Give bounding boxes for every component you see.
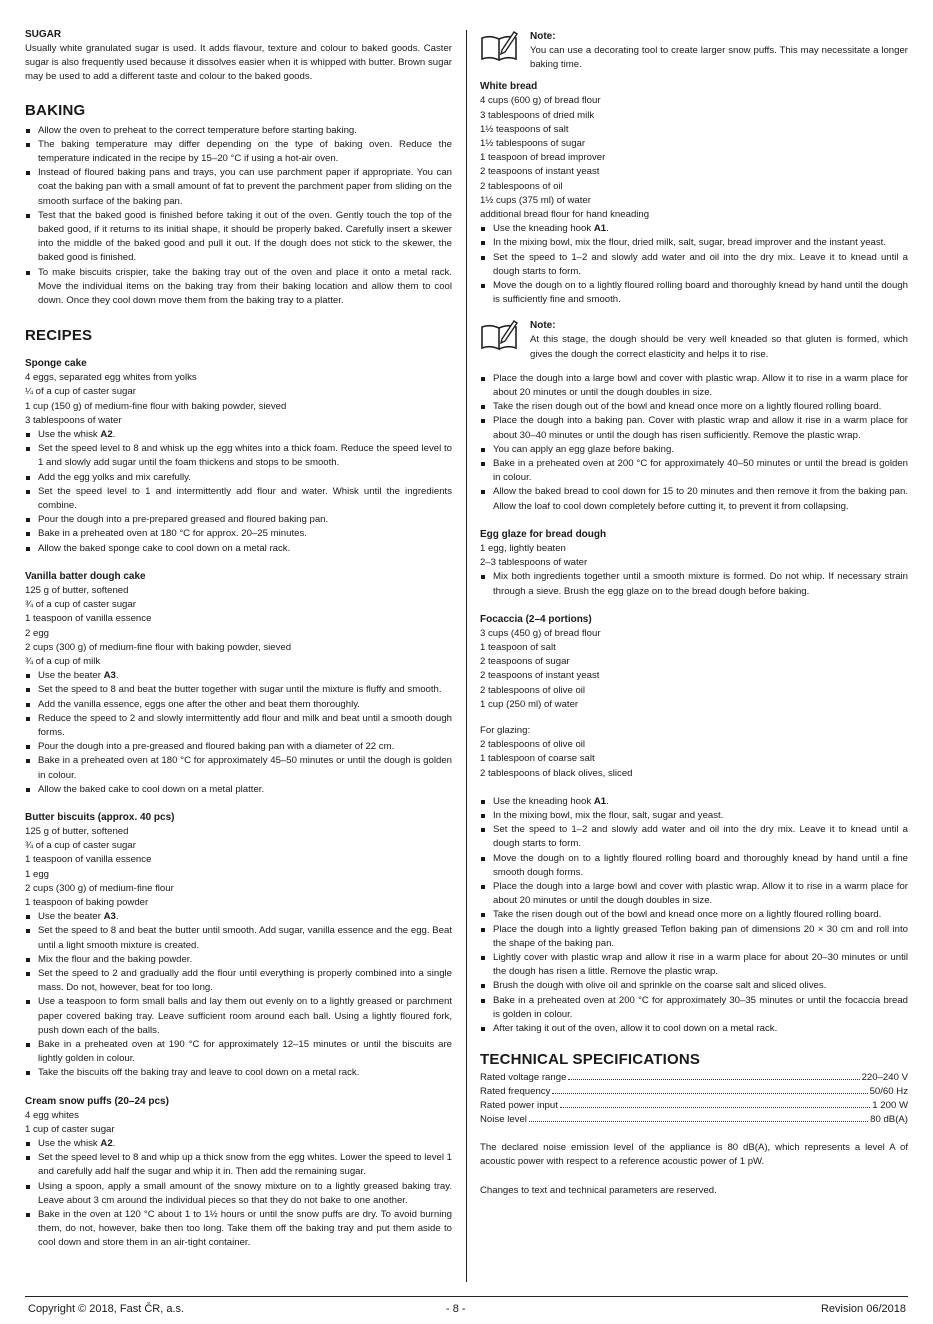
list-item: Use the beater A3. [25,669,452,683]
ingredient: 3 tablespoons of dried milk [480,109,595,121]
spec-row [480,1071,908,1085]
ingredient: 1 teaspoon of vanilla essence [25,854,152,866]
attachment-code: A3 [103,670,116,682]
list-item: Set the speed level to 8 and whisk up the egg whites into a thick foam. Reduce the speed level to 1 and slowly add sugar until the foam thickens and stops to be smooth. [25,442,452,470]
footer-page-number: - 8 - [446,1303,466,1315]
note-book-pencil-icon [480,30,520,62]
ingredient: 2 tablespoons of oil [480,180,563,192]
ingredient: 2 teaspoons of instant yeast [480,670,600,682]
spacer [480,1170,908,1184]
attachment-code: A2 [100,429,113,441]
ingredient: 4 eggs, separated egg whites from yolks [25,372,197,384]
list-item: Using a spoon, apply a small amount of the snowy mixture on to a lightly greased baking tray. Leave about 3 cm around the individual pieces so that they do not bake to one another. [25,1180,452,1208]
list-item: Add the egg yolks and mix carefully. [25,471,452,485]
ingredient: 4 egg whites [25,1109,79,1121]
spec-label: Rated voltage range [480,1072,567,1084]
list-item: Use the whisk A2. [25,428,452,442]
note-book-pencil-icon [480,319,520,351]
list-item: Use the kneading hook A1. [480,222,908,236]
list-item: Test that the baked good is finished before taking it out of the oven. Gently touch the top of the baked good, if it returns to its initial shape, it should be properly baked. Carefully insert a skewer into the middle of the baked good and pull it out. If the dough does not stick to the skewer, the baked good is finished. [25,209,452,266]
list-item: In the mixing bowl, mix the flour, salt, sugar and yeast. [480,809,908,823]
ingredient: 1 cup (150 g) of medium-fine flour with baking powder, sieved [25,400,287,412]
list-item: To make biscuits crispier, take the baking tray out of the oven and place it onto a metal rack. Move the individual items on the baking tray from their baking location and allow them to cool down. Once they cool down move them from the baking tray to a platter. [25,266,452,309]
list-item: Allow the baked cake to cool down on a metal platter. [25,783,452,797]
column-divider [466,30,467,1282]
list-item: Move the dough on to a lightly floured rolling board and thoroughly knead by hand until the dough is sufficiently fine and smooth. [480,279,908,307]
list-item: Pour the dough into a pre-greased and floured baking pan with a diameter of 22 cm. [25,740,452,754]
list-item: Add the vanilla essence, eggs one after the other and beat them thoroughly. [25,698,452,712]
spec-value: 220–240 V [861,1072,908,1084]
ingredient: ¼ of a cup of caster sugar [25,386,136,398]
list-item: Bake in a preheated oven at 180 °C for approx. 20–25 minutes. [25,527,452,541]
list-item: Take the risen dough out of the bowl and knead once more on a lightly floured rolling board. [480,400,908,414]
ingredient: 1½ teaspoons of salt [480,123,569,135]
list-item: After taking it out of the oven, allow it to cool down on a metal rack. [480,1022,908,1036]
recipes-heading: RECIPES [25,327,93,345]
spec-value: 80 dB(A) [870,1114,908,1126]
list-item: Reduce the speed to 2 and slowly intermittently add flour and milk and beat until a smooth dough forms. [25,712,452,740]
note-text: At this stage, the dough should be very well kneaded so that gluten is formed, which gives the dough the correct elasticity and helps it to rise. [530,334,908,360]
spec-label: Noise level [480,1114,527,1126]
glaze-title: Egg glaze for bread dough [480,528,607,540]
list-item: Bake in a preheated oven at 200 °C for approximately 30–35 minutes or until the focaccia bread is golden in colour. [480,994,908,1022]
ingredient: 1½ tablespoons of sugar [480,138,586,150]
attachment-code: A2 [100,1138,113,1149]
list-item: The baking temperature may differ depending on the type of baking oven. Reduce the temperature indicated in the recipe by 15–20 °C if using a hot-air oven. [25,138,452,166]
list-item: Take the risen dough out of the bowl and knead once more on a lightly floured rolling board. [480,908,908,922]
ingredient: 1 teaspoon of vanilla essence [25,613,152,625]
spec-row [480,1113,908,1127]
note-title: Note: [530,320,556,332]
changes-text: Changes to text and technical parameters are reserved. [480,1184,717,1196]
ingredient: 1½ cups (375 ml) of water [480,194,591,206]
ingredient: 1 cup of caster sugar [25,1123,115,1135]
dot-leader [552,1093,867,1094]
ingredient: 2 tablespoons of olive oil [480,739,586,751]
list-item: Pour the dough into a pre-prepared greased and floured baking pan. [25,513,452,527]
dot-leader [529,1121,868,1122]
ingredient: 2 teaspoons of sugar [480,656,570,668]
bread-steps-continued [480,372,908,514]
list-item: Bake in a preheated oven at 200 °C for approximately 40–50 minutes or until the bread is golden in colour. [480,457,908,485]
list-item: Lightly cover with plastic wrap and allow it rise in a warm place for about 20–30 minutes or until the dough has risen a little. Remove the plastic wrap. [480,951,908,979]
footer-revision: Revision 06/2018 [820,1303,906,1315]
ingredient: additional bread flour for hand kneading [480,209,650,221]
list-item: Place the dough into a large bowl and cover with plastic wrap. Allow it to rise in a warm place for about 20 minutes or until the dough doubles in size. [480,372,908,400]
ingredient: 4 cups (600 g) of bread flour [480,95,601,107]
list-item: Set the speed to 2 and gradually add the flour until everything is properly combined into a single mass. Do not, however, beat for too long. [25,967,452,995]
spacer [480,1127,908,1141]
list-item: Set the speed to 1–2 and slowly add water and oil into the dry mix. Leave it to knead until a dough starts to form. [480,823,908,851]
ingredient: 2 egg [25,627,50,639]
attachment-code: A1 [593,223,607,235]
bread-steps [480,222,908,307]
ingredient: 1 egg, lightly beaten [480,542,566,554]
list-item: Mix both ingredients together until a smooth mixture is formed. Do not whip. If necessary strain through a sieve. Brush the egg glaze on to the bread dough before baking. [480,570,908,598]
list-item: Place the dough into a baking pan. Cover with plastic wrap and allow it rise in a warm place for about 30–40 minutes or until the dough has risen sufficiently. Remove the plastic wrap. [480,414,908,442]
ingredient: 1 teaspoon of salt [480,641,556,653]
focaccia-steps [480,795,908,1036]
list-item: Allow the baked sponge cake to cool down on a metal rack. [25,542,452,556]
dot-leader [560,1107,870,1108]
sugar-text: Usually white granulated sugar is used. It adds flavour, texture and colour to baked goods. Caster sugar is also frequently used because it dissolves easier when it is whipped with butter. Brown sugar may be used to add a different taste and colour to the baked goods. [25,43,452,83]
right-column [480,28,908,1198]
ingredient: 2 cups (300 g) of medium-fine flour [25,882,174,894]
ingredient: 1 egg [25,868,50,880]
ingredient: 2 tablespoons of black olives, sliced [480,767,633,779]
list-item: Take the biscuits off the baking tray and leave to cool down on a metal rack. [25,1066,452,1080]
bread-title: White bread [480,81,538,93]
ingredient: 2 tablespoons of olive oil [480,684,586,696]
list-item: Bake in a preheated oven at 180 °C for approximately 45–50 minutes or until the dough is golden in colour. [25,754,452,782]
list-item: Set the speed level to 8 and whip up a thick snow from the egg whites. Lower the speed to level 1 and carefully add half the sugar and whip it in. Then add the remaining sugar. [25,1151,452,1179]
focaccia-title: Focaccia (2–4 portions) [480,613,592,625]
list-item: Place the dough into a large bowl and cover with plastic wrap. Allow it to rise in a warm place for about 20 minutes or until the dough doubles in size. [480,880,908,908]
vanilla-title: Vanilla batter dough cake [25,570,146,582]
attachment-code: A1 [593,795,607,807]
attachment-code: A3 [103,911,116,923]
list-item: Bake in the oven at 120 °C about 1 to 1½ hours or until the snow puffs are dry. To avoid burning them, do not, however, bake then too long. Take them off the baking tray and put them aside to cool down and store them in an air-tight container. [25,1208,452,1251]
spacer [480,712,908,724]
spec-row [480,1085,908,1099]
baking-list [25,124,452,309]
snow-steps [25,1137,452,1251]
list-item: Brush the dough with olive oil and sprinkle on the coarse salt and sliced olives. [480,979,908,993]
list-item: Use the whisk A2. [25,1137,452,1151]
ingredient: 125 g of butter, softened [25,584,129,596]
ingredient: 125 g of butter, softened [25,825,129,837]
list-item: Allow the baked bread to cool down for 15 to 20 minutes and then remove it from the baking pan. Allow the loaf to cool down completely before cutting it, to prevent it from collapsing. [480,485,908,513]
ingredient: ¾ of a cup of milk [25,655,101,667]
spec-row [480,1099,908,1113]
noise-text: The declared noise emission level of the appliance is 80 dB(A), which represents a level A of acoustic power with respect to a reference acoustic power of 1 pW. [480,1142,908,1168]
ingredient: 2 cups (300 g) of medium-fine flour with baking powder, sieved [25,641,292,653]
list-item: Allow the oven to preheat to the correct temperature before starting baking. [25,124,452,138]
list-item: Use a teaspoon to form small balls and lay them out evenly on to a lightly greased or parchment paper covered baking tray. Leave sufficient room around each ball. Using a lightly floured fork, push down each of the balls. [25,995,452,1038]
vanilla-steps [25,669,452,797]
ingredient: ¾ of a cup of caster sugar [25,599,136,611]
list-item: Instead of floured baking pans and trays, you can use parchment paper if appropriate. You can coat the baking pan with a small amount of fat to prevent the parchment paper from sliding on the smooth surface of the baking pan. [25,166,452,209]
tech-heading: TECHNICAL SPECIFICATIONS [480,1051,701,1069]
sponge-title: Sponge cake [25,358,87,370]
sponge-steps [25,428,452,556]
list-item: Bake in a preheated oven at 190 °C for approximately 12–15 minutes or until the biscuits are lightly golden in colour. [25,1038,452,1066]
sugar-heading: SUGAR [25,29,62,40]
spec-label: Rated frequency [480,1086,551,1098]
glazing-label: For glazing: [480,724,531,736]
ingredient: 3 cups (450 g) of bread flour [480,627,601,639]
biscuits-title: Butter biscuits (approx. 40 pcs) [25,811,175,823]
ingredient: 2–3 tablespoons of water [480,557,588,569]
list-item: Mix the flour and the baking powder. [25,953,452,967]
ingredient: ¾ of a cup of caster sugar [25,840,136,852]
dot-leader [568,1079,859,1080]
ingredient: 1 tablespoon of coarse salt [480,753,595,765]
baking-heading: BAKING [25,101,86,119]
list-item: Use the beater A3. [25,910,452,924]
list-item: Set the speed to 8 and beat the butter until smooth. Add sugar, vanilla essence and the egg. Beat until a light smooth mixture is created. [25,924,452,952]
note-text: You can use a decorating tool to create larger snow puffs. This may necessitate a longer baking time. [530,45,908,71]
footer-rule [25,1296,908,1297]
glaze-steps [480,570,908,598]
spec-value: 50/60 Hz [869,1086,908,1098]
list-item: Set the speed to 1–2 and slowly add water and oil into the dry mix. Leave it to knead until a dough starts to form. [480,251,908,279]
ingredient: 3 tablespoons of water [25,414,122,426]
list-item: You can apply an egg glaze before baking. [480,443,908,457]
ingredient: 2 teaspoons of instant yeast [480,166,600,178]
spec-label: Rated power input [480,1100,558,1112]
footer-copyright: Copyright © 2018, Fast ČR, a.s. [28,1303,185,1315]
spacer [480,781,908,795]
note-box [480,30,908,72]
ingredient: 1 cup (250 ml) of water [480,698,579,710]
snow-title: Cream snow puffs (20–24 pcs) [25,1095,169,1107]
list-item: Move the dough on to a lightly floured rolling board and thoroughly knead by hand until a fine smooth dough forms. [480,852,908,880]
note-box [480,319,908,361]
ingredient: 1 teaspoon of bread improver [480,152,606,164]
list-item: Place the dough into a lightly greased Teflon baking pan of dimensions 20 × 30 cm and roll into the shape of the baking pan. [480,923,908,951]
biscuits-steps [25,910,452,1080]
list-item: Set the speed level to 1 and intermittently add flour and water. Whisk until the ingredients combine. [25,485,452,513]
ingredient: 1 teaspoon of baking powder [25,896,149,908]
list-item: Set the speed to 8 and beat the butter together with sugar until the mixture is fluffy and smooth. [25,683,452,697]
list-item: Use the kneading hook A1. [480,795,908,809]
note-title: Note: [530,31,556,42]
list-item: In the mixing bowl, mix the flour, dried milk, salt, sugar, bread improver and the instant yeast. [480,236,908,250]
left-column [25,28,452,1251]
spec-value: 1 200 W [872,1100,908,1112]
